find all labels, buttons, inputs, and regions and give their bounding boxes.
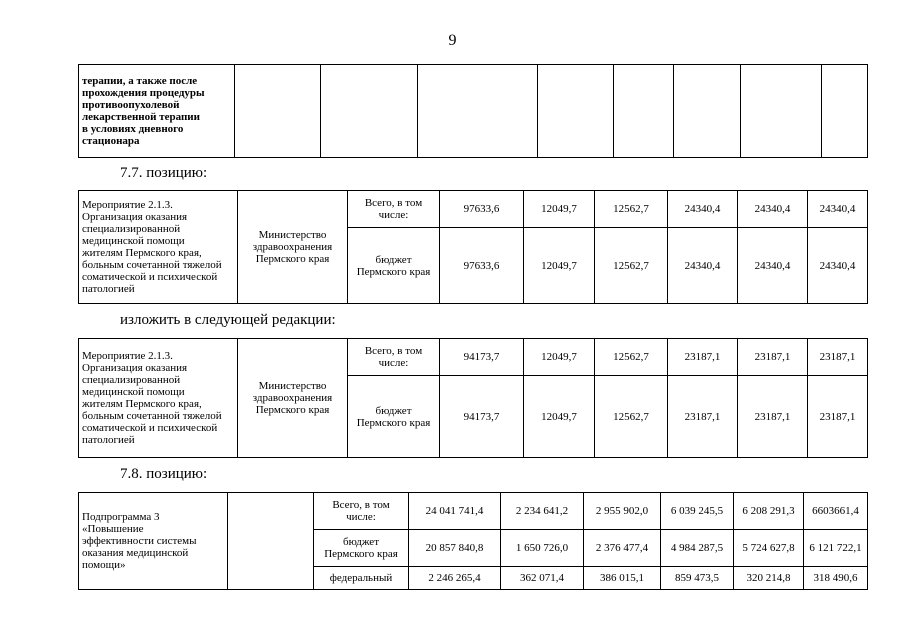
empty-cell [321,65,418,158]
value-cell: 12049,7 [524,376,595,458]
value-cell: 12562,7 [595,376,668,458]
block1-description: Мероприятие 2.1.3. Организация оказания специализированной медицинской помощи жителям Пермского края, больным сочетанной тяжелой соматической и психической патологией [79,191,238,304]
top-row-description: терапии, а также после прохождения процедуры противоопухолевой лекарственной терапии в условиях дневного стационара [79,65,235,158]
block3-source-federal: федеральный [314,567,409,590]
block1-source-budget: бюджет Пермского края [348,228,440,304]
value-cell: 97633,6 [440,228,524,304]
block1-executor: Министерство здравоохранения Пермского края [238,191,348,304]
heading-7-7: 7.7. позицию: [120,165,208,181]
block2-source-total: Всего, в том числе: [348,339,440,376]
value-cell: 23187,1 [808,339,868,376]
value-cell: 320 214,8 [734,567,804,590]
empty-cell [538,65,614,158]
value-cell: 2 246 265,4 [409,567,501,590]
value-cell: 12562,7 [595,191,668,228]
block2-table [78,338,868,458]
empty-cell [822,65,868,158]
value-cell: 97633,6 [440,191,524,228]
value-cell: 94173,7 [440,339,524,376]
value-cell: 24340,4 [668,228,738,304]
value-cell: 5 724 627,8 [734,530,804,567]
value-cell: 2 376 477,4 [584,530,661,567]
value-cell: 24340,4 [668,191,738,228]
value-cell: 24340,4 [808,228,868,304]
value-cell: 23187,1 [668,376,738,458]
value-cell: 386 015,1 [584,567,661,590]
value-cell: 859 473,5 [661,567,734,590]
block3-executor-empty [228,493,314,590]
page-number: 9 [448,32,457,49]
value-cell: 23187,1 [808,376,868,458]
block3-source-total: Всего, в том числе: [314,493,409,530]
block3-source-budget: бюджет Пермского края [314,530,409,567]
value-cell: 94173,7 [440,376,524,458]
heading-new-edition: изложить в следующей редакции: [120,312,336,328]
value-cell: 23187,1 [738,376,808,458]
value-cell: 6 039 245,5 [661,493,734,530]
value-cell: 6 121 722,1 [804,530,868,567]
empty-cell [235,65,321,158]
value-cell: 12562,7 [595,228,668,304]
block3-table [78,492,868,590]
value-cell: 12049,7 [524,228,595,304]
empty-cell [674,65,741,158]
block2-description: Мероприятие 2.1.3. Организация оказания специализированной медицинской помощи жителям Пермского края, больным сочетанной тяжелой соматической и психической патологией [79,339,238,458]
value-cell: 1 650 726,0 [501,530,584,567]
block2-executor: Министерство здравоохранения Пермского края [238,339,348,458]
value-cell: 24 041 741,4 [409,493,501,530]
value-cell: 24340,4 [738,191,808,228]
value-cell: 23187,1 [668,339,738,376]
block3-description: Подпрограмма 3 «Повышение эффективности системы оказания медицинской помощи» [79,493,228,590]
empty-cell [418,65,538,158]
block1-source-total: Всего, в том числе: [348,191,440,228]
value-cell: 12049,7 [524,191,595,228]
value-cell: 6 208 291,3 [734,493,804,530]
value-cell: 318 490,6 [804,567,868,590]
heading-7-8: 7.8. позицию: [120,466,208,482]
value-cell: 362 071,4 [501,567,584,590]
value-cell: 2 234 641,2 [501,493,584,530]
value-cell: 2 955 902,0 [584,493,661,530]
value-cell: 12562,7 [595,339,668,376]
value-cell: 24340,4 [808,191,868,228]
empty-cell [741,65,822,158]
value-cell: 12049,7 [524,339,595,376]
value-cell: 20 857 840,8 [409,530,501,567]
top-continuation-table [78,64,868,158]
block1-table [78,190,868,304]
value-cell: 24340,4 [738,228,808,304]
value-cell: 4 984 287,5 [661,530,734,567]
block2-source-budget: бюджет Пермского края [348,376,440,458]
empty-cell [614,65,674,158]
value-cell: 6603661,4 [804,493,868,530]
value-cell: 23187,1 [738,339,808,376]
